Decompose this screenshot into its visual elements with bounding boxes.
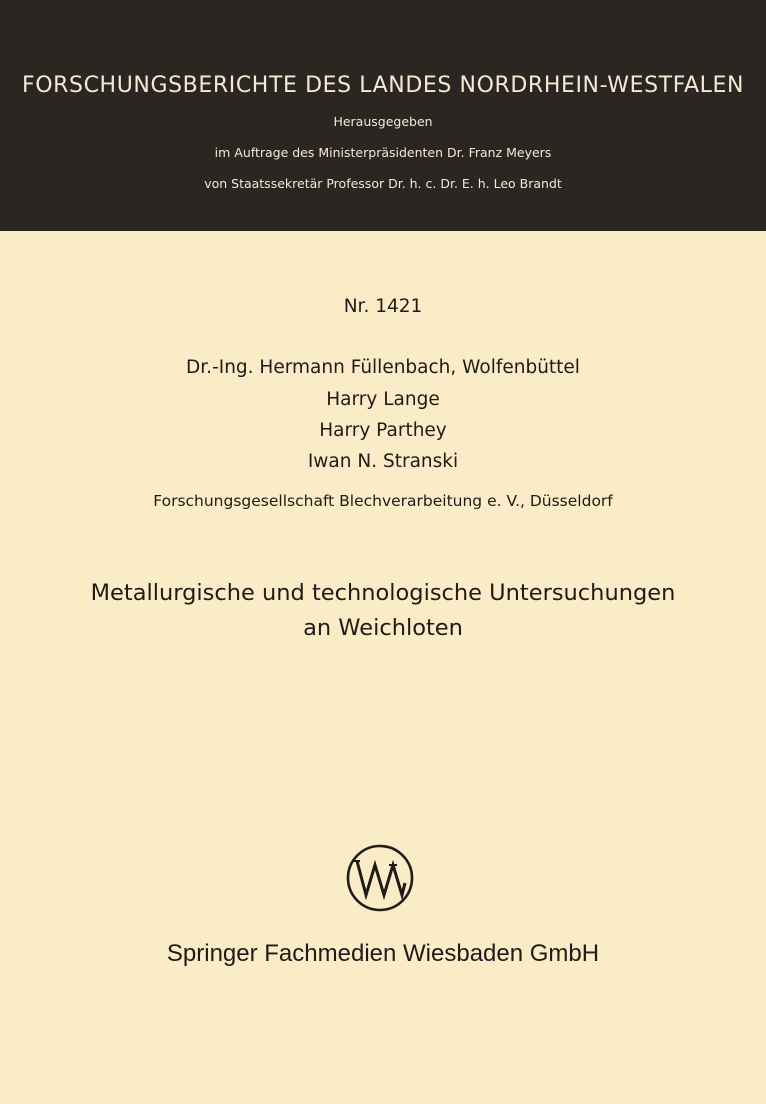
author-1: Dr.-Ing. Hermann Füllenbach, Wolfenbüttel — [186, 357, 580, 378]
author-4: Iwan N. Stranski — [307, 451, 459, 472]
author-3: Harry Parthey — [319, 420, 447, 441]
book-title-line-1: Metallurgische und technologische Untersuchungen — [90, 580, 676, 606]
publisher-name: Springer Fachmedien Wiesbaden GmbH — [166, 940, 600, 967]
editor-line-1: Herausgegeben — [333, 114, 433, 129]
report-number: Nr. 1421 — [343, 296, 423, 317]
author-2: Harry Lange — [326, 389, 440, 410]
institution: Forschungsgesellschaft Blechverarbeitung e. V., Düsseldorf — [153, 492, 613, 510]
publisher-logo-icon — [345, 843, 415, 913]
series-title: FORSCHUNGSBERICHTE DES LANDES NORDRHEIN-WESTFALEN — [21, 73, 745, 98]
series-header-band — [0, 0, 766, 231]
book-title-line-2: an Weichloten — [303, 615, 463, 641]
editor-line-2: im Auftrage des Ministerpräsidenten Dr. Franz Meyers — [214, 145, 552, 160]
editor-line-3: von Staatssekretär Professor Dr. h. c. Dr. E. h. Leo Brandt — [204, 176, 562, 191]
